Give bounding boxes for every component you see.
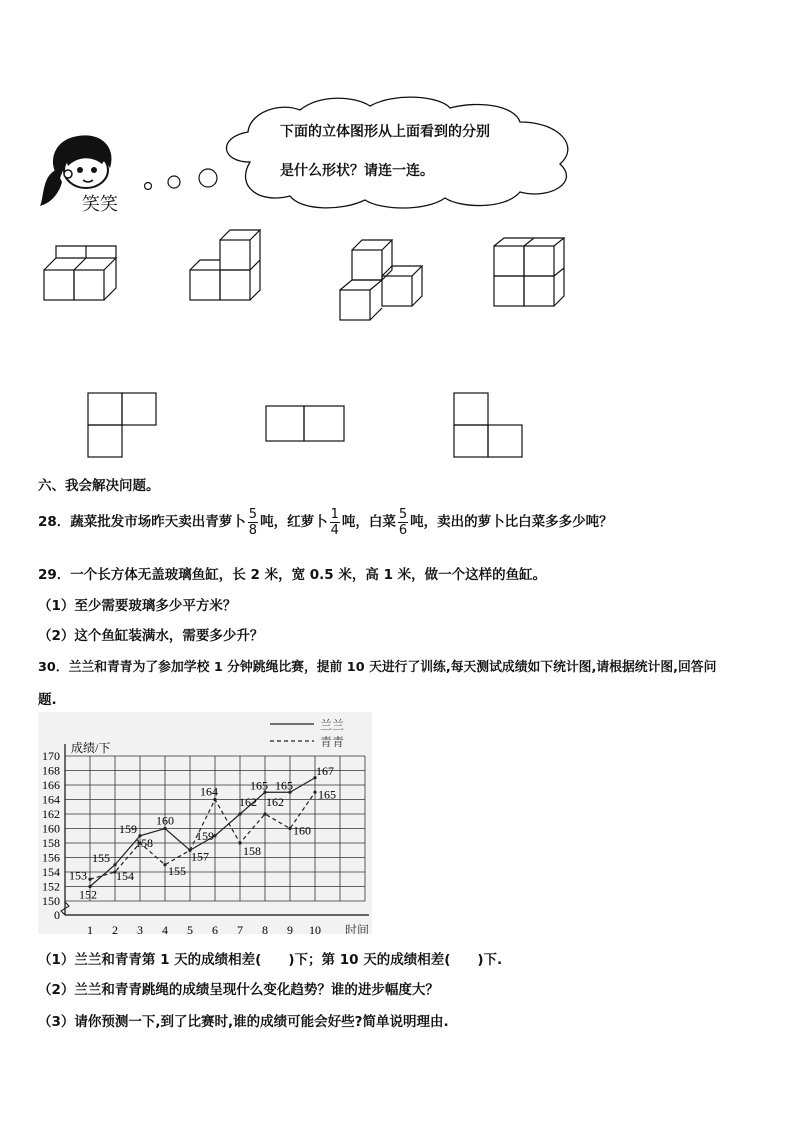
x-tick-label: 9 <box>287 923 293 934</box>
question-28 <box>38 504 613 540</box>
data-label: 157 <box>191 849 209 864</box>
top-view-1 <box>86 391 158 459</box>
fraction-2 <box>330 507 340 538</box>
data-point <box>113 863 116 866</box>
data-point <box>88 878 91 881</box>
y-tick-label: 154 <box>42 865 60 879</box>
top-view-2 <box>264 404 348 444</box>
fraction-1-numerator: 5 <box>248 506 258 522</box>
data-label: 164 <box>200 784 218 799</box>
data-label: 165 <box>275 778 293 793</box>
data-label: 160 <box>156 813 174 828</box>
top-view-3 <box>452 391 526 459</box>
data-label: 159 <box>196 828 214 843</box>
data-label: 155 <box>168 863 186 878</box>
x-tick-label: 4 <box>162 923 168 934</box>
question-29: 29．一个长方体无盖玻璃鱼缸，长 2 米，宽 0.5 米，高 1 米，做一个这样的鱼缸。 <box>38 567 547 583</box>
cloud-text-line2: 是什么形状？请连一连。 <box>280 163 434 179</box>
data-label: 152 <box>79 887 97 902</box>
data-label: 165 <box>318 787 336 802</box>
data-label: 160 <box>293 823 311 838</box>
data-point <box>163 863 166 866</box>
y-tick-label: 158 <box>42 836 60 850</box>
question-29-part-1: （1）至少需要玻璃多少平方米？ <box>38 598 237 614</box>
y-tick-label: 162 <box>42 807 60 821</box>
solid-figure-2 <box>186 226 266 304</box>
thought-cloud <box>140 92 585 217</box>
line-chart <box>38 712 372 934</box>
y-tick-label: 152 <box>42 879 60 894</box>
x-tick-label: 8 <box>262 923 268 934</box>
q28-text-4: 吨，卖出的萝卜比白菜多多少吨？ <box>410 514 613 530</box>
x-tick-label: 7 <box>237 923 243 934</box>
data-label: 154 <box>116 869 134 883</box>
question-30-part-3: （3）请你预测一下,到了比赛时,谁的成绩可能会好些?简单说明理由. <box>38 1014 449 1030</box>
x-tick-label: 2 <box>112 923 118 934</box>
data-point <box>263 812 266 815</box>
x-tick-label: 5 <box>187 923 193 934</box>
question-30-part-2: （2）兰兰和青青跳绳的成绩呈现什么变化趋势？谁的进步幅度大？ <box>38 982 439 998</box>
section-title: 六、我会解决问题。 <box>38 478 160 494</box>
data-label: 159 <box>119 821 137 836</box>
data-label: 153 <box>69 868 87 883</box>
y-axis-title: 成绩/下 <box>71 741 111 755</box>
fraction-3-denominator: 6 <box>398 522 408 538</box>
y-tick-label: 166 <box>42 778 60 792</box>
fraction-2-numerator: 1 <box>330 506 339 522</box>
solid-figure-1 <box>40 240 125 305</box>
y-tick-label: 168 <box>42 763 60 778</box>
data-point <box>238 812 241 815</box>
data-label: 155 <box>92 850 110 865</box>
data-label: 167 <box>316 763 334 778</box>
question-30-line2: 题. <box>38 692 57 708</box>
cloud-text-line1: 下面的立体图形从上面看到的分别 <box>280 124 490 140</box>
y-tick-label: 170 <box>42 749 60 763</box>
data-label: 158 <box>243 844 261 858</box>
fraction-3 <box>398 507 408 538</box>
question-30-part-1: （1）兰兰和青青第 1 天的成绩相差( )下；第 10 天的成绩相差( )下. <box>38 952 503 968</box>
data-label: 162 <box>239 795 257 809</box>
x-tick-label: 1 <box>87 923 93 934</box>
fraction-2-denominator: 4 <box>330 522 339 538</box>
x-tick-label: 10 <box>309 923 321 934</box>
data-label: 158 <box>135 836 153 850</box>
legend-label: 兰兰 <box>320 718 345 732</box>
data-label: 165 <box>250 778 268 793</box>
solid-figure-4 <box>490 234 570 309</box>
fraction-1-denominator: 8 <box>248 522 258 538</box>
x-axis-title: 时间 <box>344 923 369 934</box>
data-point <box>288 827 291 830</box>
q28-text-1: 28．蔬菜批发市场昨天卖出青萝卜 <box>38 514 246 530</box>
y-tick-label: 160 <box>42 821 60 836</box>
question-30-line1: 30．兰兰和青青为了参加学校 1 分钟跳绳比赛，提前 10 天进行了训练,每天测试成绩如下统计图,请根据统计图,回答问 <box>38 660 717 675</box>
q28-text-2: 吨，红萝卜 <box>260 514 328 530</box>
data-point <box>313 791 316 794</box>
q28-text-3: 吨，白菜 <box>341 514 396 530</box>
y-tick-label: 150 <box>42 894 60 908</box>
y-tick-label: 164 <box>42 792 60 807</box>
character-label: 笑笑 <box>82 194 118 215</box>
fraction-3-numerator: 5 <box>398 506 408 522</box>
y-tick-label: 0 <box>54 908 60 922</box>
y-tick-label: 156 <box>42 850 60 865</box>
solid-figure-3 <box>336 234 430 326</box>
data-label: 162 <box>266 795 284 809</box>
question-29-part-2: （2）这个鱼缸装满水，需要多少升？ <box>38 628 264 644</box>
data-point <box>238 841 241 844</box>
legend-label: 青青 <box>320 735 345 749</box>
x-tick-label: 3 <box>137 923 143 934</box>
fraction-1 <box>248 507 258 538</box>
x-tick-label: 6 <box>212 923 218 934</box>
